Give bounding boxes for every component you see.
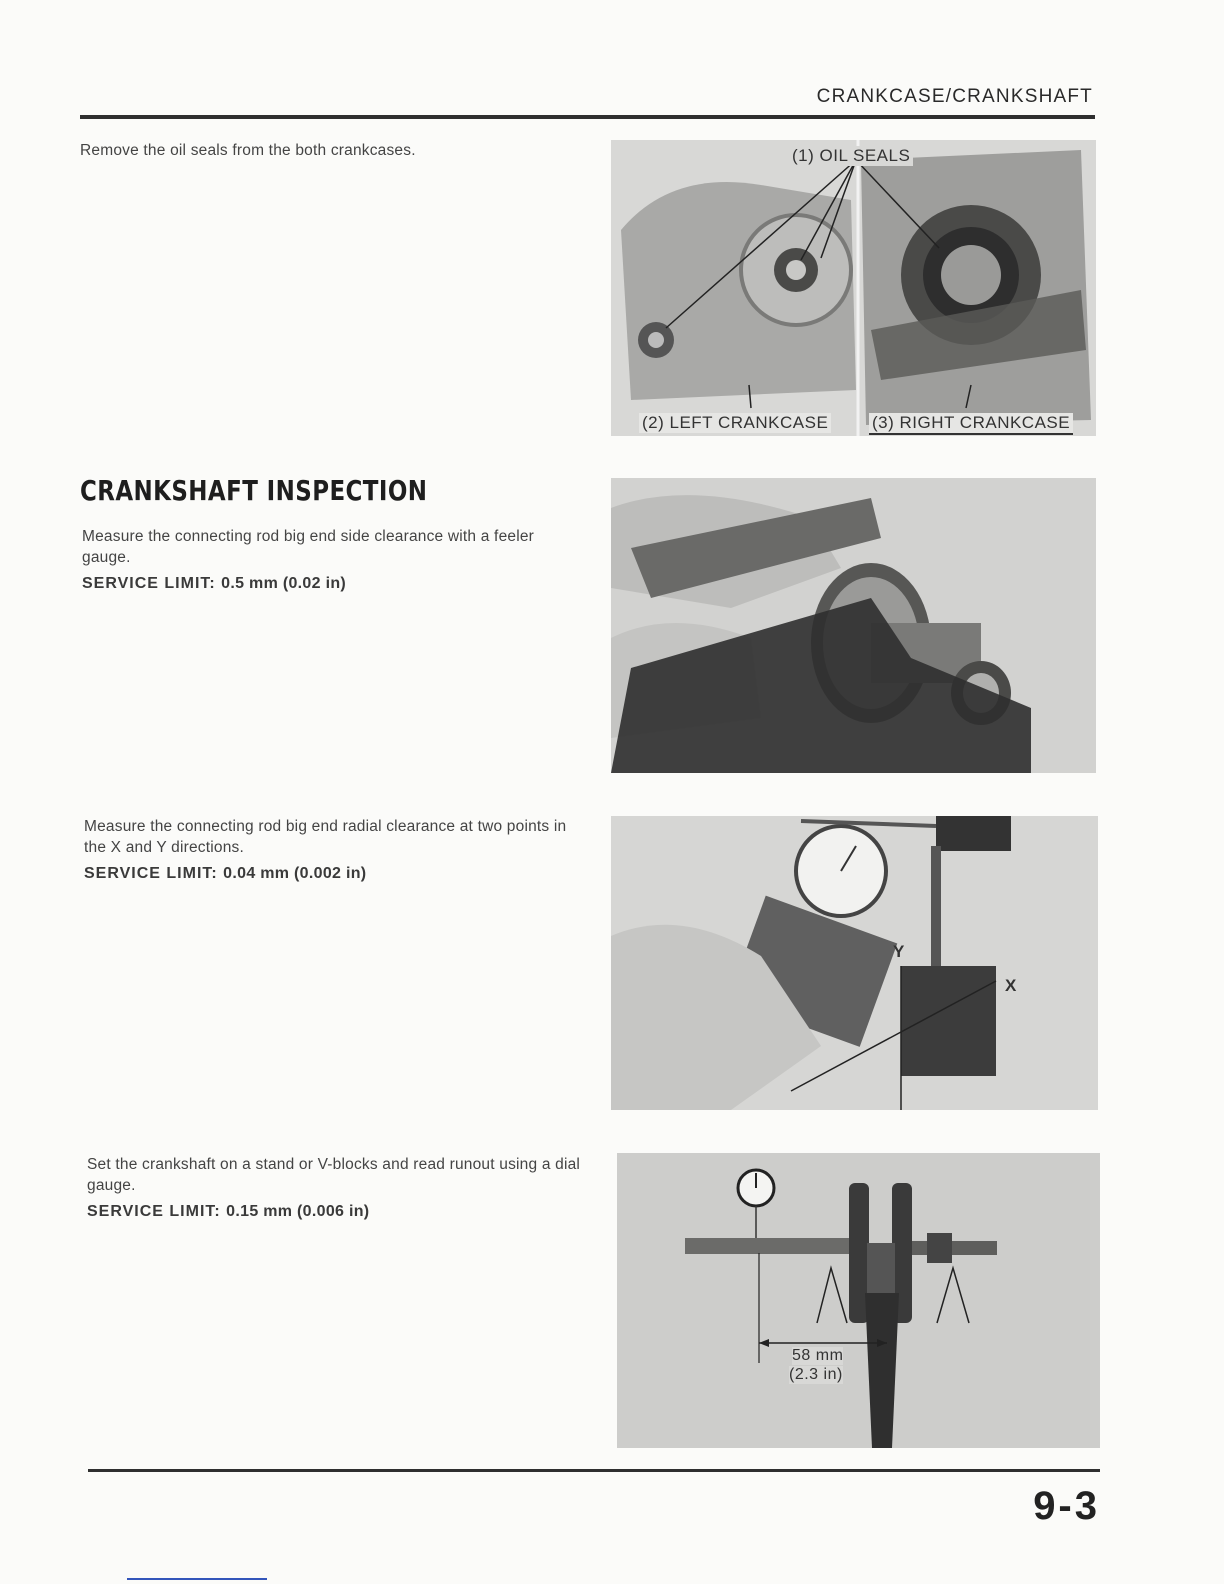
radial-clearance-service-limit <box>84 865 366 883</box>
oil-seals-photo <box>611 140 1096 436</box>
oil-seal-instruction: Remove the oil seals from the both crankcases. <box>80 142 416 159</box>
dimension-in-label: (2.3 in) <box>789 1366 843 1383</box>
bottom-edge-mark <box>127 1578 267 1580</box>
side-clearance-instruction: Measure the connecting rod big end side clearance with a feeler gauge. <box>82 528 535 566</box>
radial-clearance-instruction: Measure the connecting rod big end radial clearance at two points in the X and Y directions. <box>84 818 567 856</box>
side-clearance-photo <box>611 478 1096 773</box>
x-direction-label: X <box>1005 976 1017 995</box>
left-crankcase-label: (2) LEFT CRANKCASE <box>639 413 831 433</box>
service-limit-value: 0.04 mm (0.002 in) <box>223 865 367 882</box>
y-direction-label: Y <box>893 942 905 961</box>
footer-rule <box>88 1469 1100 1472</box>
radial-clearance-photo <box>611 816 1098 1110</box>
runout-photo <box>617 1153 1100 1448</box>
oil-seals-label: (1) OIL SEALS <box>789 146 913 166</box>
page-header-title: CRANKCASE/CRANKSHAFT <box>816 86 1093 107</box>
runout-instruction: Set the crankshaft on a stand or V-blocks and read runout using a dial gauge. <box>87 1156 581 1194</box>
side-clearance-service-limit <box>82 575 346 593</box>
service-limit-value: 0.15 mm (0.006 in) <box>226 1203 370 1220</box>
service-limit-label: SERVICE LIMIT: <box>84 865 218 882</box>
right-crankcase-label: (3) RIGHT CRANKCASE <box>869 413 1073 435</box>
runout-service-limit <box>87 1203 369 1221</box>
service-limit-value: 0.5 mm (0.02 in) <box>221 575 347 592</box>
page-number: 9-3 <box>1033 1484 1100 1528</box>
section-heading: CRANKSHAFT INSPECTION <box>80 474 428 507</box>
service-limit-label: SERVICE LIMIT: <box>82 575 216 592</box>
header-rule <box>80 115 1095 119</box>
service-limit-label: SERVICE LIMIT: <box>87 1203 221 1220</box>
dimension-mm-label: 58 mm <box>792 1347 844 1364</box>
